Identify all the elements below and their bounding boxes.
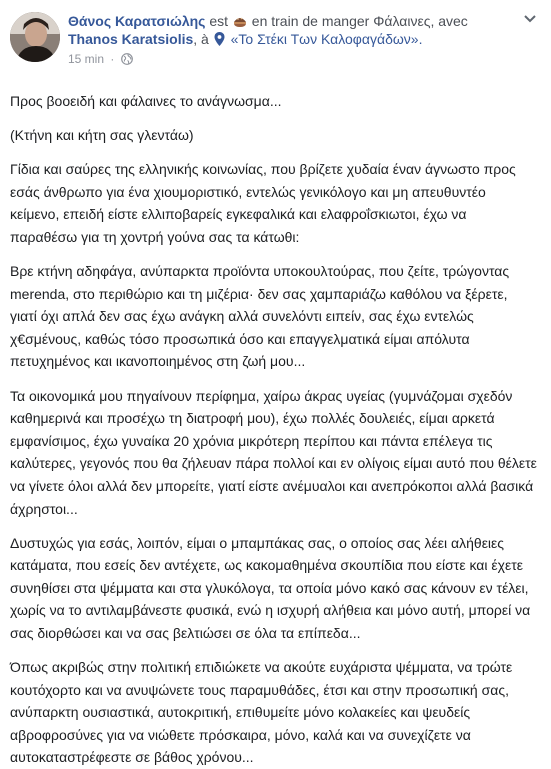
- post-paragraph: Βρε κτήνη αδηφάγα, ανύπαρκτα προϊόντα υποκουλτούρας, που ζείτε, τρώγοντας merenda, στο περιθώριο και τη μιζέρια· δεν σας χαμπαριάζω καθόλου να ξέρετε, γιατί όχι απλά δεν σας έχω ανάγκη αλλά συνελόντι ειπείν, σας έχω εντελώς χ€σμένους, καθώς τόσο προσωπικά όσο και επαγγελματικά είμαι απόλυτα πετυχημένος και ικανοποιημένος στη ζωή μου...: [10, 263, 510, 370]
- post-paragraph: (Κτήνη και κήτη σας γλεντάω): [10, 127, 194, 144]
- location-pin-icon: [214, 32, 225, 46]
- globe-icon[interactable]: [121, 53, 133, 65]
- post-paragraph: Προς βοοειδή και φάλαινες το ανάγνωσμα...: [10, 93, 282, 109]
- food-emoji-icon: [232, 13, 248, 29]
- author-avatar[interactable]: [10, 12, 60, 62]
- place-link[interactable]: «Το Στέκι Των Καλοφαγάδων».: [230, 31, 423, 47]
- activity-text: en train de manger Φάλαινες, avec: [251, 13, 468, 29]
- meta-separator: ·: [110, 52, 115, 66]
- post-header-text: [68, 12, 517, 68]
- post-paragraph: Δυστυχώς για εσάς, λοιπόν, είμαι ο μπαμπάκας σας, ο οποίος σας λέει αλήθειες κατάματα, που εσείς δεν αντέχετε, ως κακομαθημένα σκουπίδια που είστε και έχετε συνηθίσει στα ψέμματα και στα γλυκόλογα, τα οποία μόνο κακό σας κάνουν εν τέλει, χωρίς να το αντιλαμβάνεστε φυσικά, ενώ η ισχυρή αλήθεια και μόνο αυτή, μπορεί να σας διορθώσει και να σας βελτιώσει σε όλα τα επίπεδα...: [10, 534, 531, 641]
- post-body: [10, 90, 541, 769]
- post-options-chevron-icon[interactable]: [523, 14, 537, 24]
- at-word: , à: [193, 31, 209, 47]
- avatar-photo: [10, 12, 60, 62]
- header-line: [68, 12, 517, 30]
- activity-prefix: est: [209, 13, 229, 29]
- post-paragraph: Όπως ακριβώς στην πολιτική επιδιώκετε να ακούτε ευχάριστα ψέμματα, να τρώτε κουτόχορτο και να ανυψώνετε τους παραμυθάδες, έτσι και στην προσωπική σας, ανύπαρκτη ουσιαστικά, αυτοκριτική, επιθυμείτε μόνο κολακείες και ψευδείς αβροφροσύνες για να νιώθετε πρόσκαιρα, μόνο, καλά και να συνεχίζετε να αυτοκαταστρέφεστε σε βάθος χρόνου...: [10, 659, 513, 766]
- post-meta: [68, 50, 517, 68]
- post-paragraph: Τα οικονομικά μου πηγαίνουν περίφημα, χαίρω άκρας υγείας (γυμνάζομαι σχεδόν καθημερινά και προσέχω τη διατροφή μου), έχω πολλές δουλειές, είμαι αρκετά εμφανίσιμος, έχω γυναίκα 20 χρόνια μικρότερη περίπου και πάντα επέλεγα τις καλύτερες, γεγονός που θα ζήλευαν πάρα πολλοί και εν ολίγοις είμαι αυτό που θέλετε να γίνετε όλοι αλλά δεν μπορείτε, γιατί είστε ανέμυαλοι και ανεπρόκοποι αλλά βασικά άχρηστοι...: [10, 387, 537, 517]
- post-header: [10, 8, 541, 72]
- post-timestamp[interactable]: 15 min: [68, 52, 105, 66]
- author-name-link[interactable]: Θάνος Καρατσιώλης: [68, 13, 206, 29]
- header-line-2: [68, 30, 517, 48]
- post-paragraph: Γίδια και σαύρες της ελληνικής κοινωνίας, που βρίζετε χυδαία έναν άγνωστο προς εσάς άνθρωπο για ένα χιουμοριστικό, εντελώς γενικόλογο και μη απευθυντέο κείμενο, επειδή είστε ελλιποβαρείς εγκεφαλικά και ελαφροΐσκιωτοι, έχω να παραθέσω για τη χοντρή γούνα σας τα κάτωθι:: [10, 161, 516, 245]
- tagged-friend-link[interactable]: Thanos Karatsiolis: [68, 31, 194, 47]
